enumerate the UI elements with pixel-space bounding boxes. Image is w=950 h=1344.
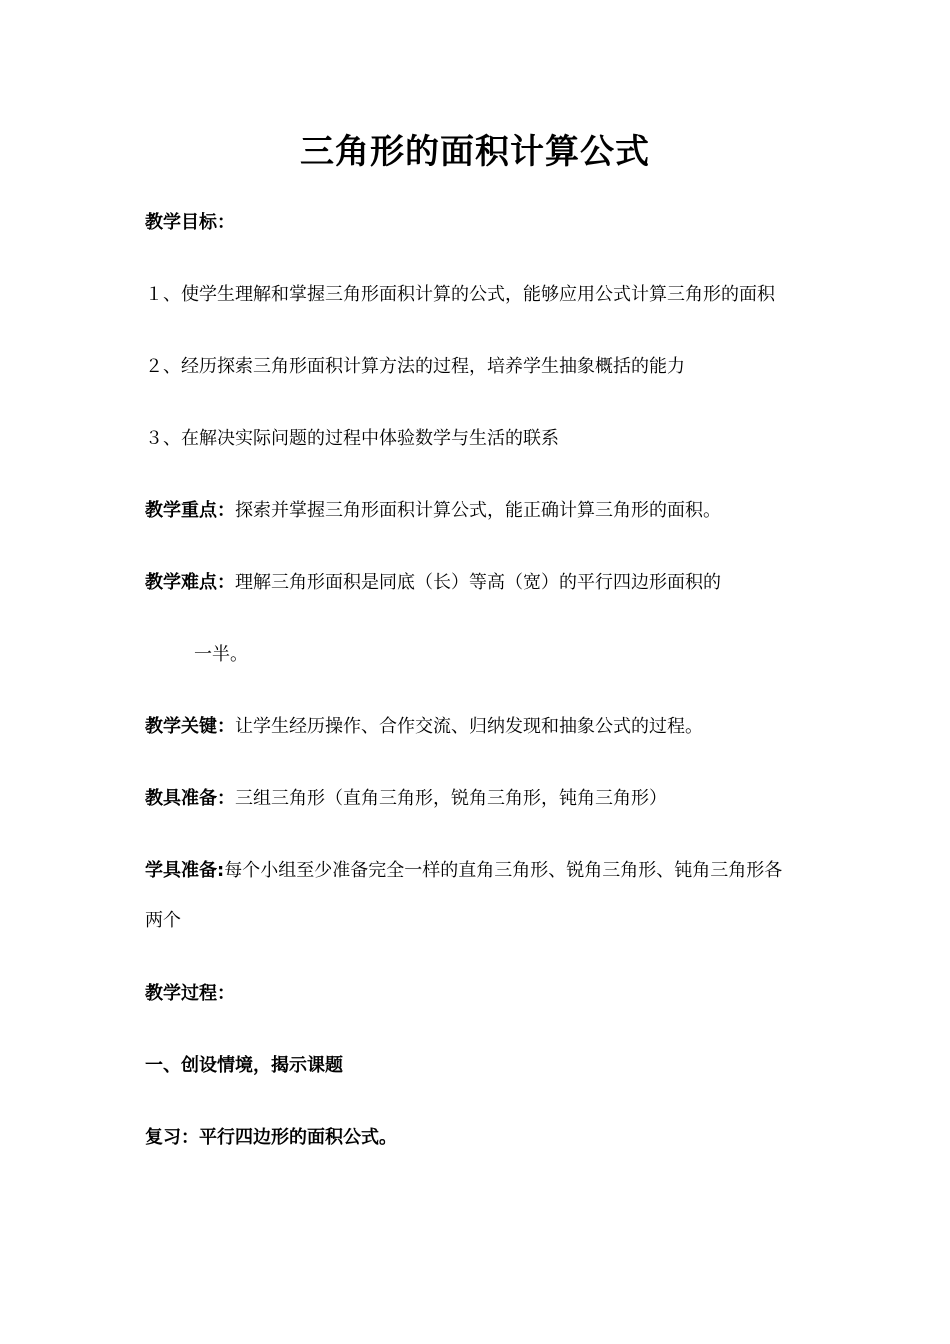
page-title: 三角形的面积计算公式	[300, 132, 650, 172]
student-tools-label: 学具准备:	[145, 860, 225, 881]
review-heading	[145, 1124, 397, 1152]
key-point-label: 教学重点：	[145, 500, 235, 521]
teaching-tools-paragraph	[145, 785, 667, 813]
section-one-heading	[145, 1052, 343, 1080]
difficulty-text: 理解三角形面积是同底（长）等高（宽）的平行四边形面积的	[235, 572, 721, 593]
goal-item-2: ２、经历探索三角形面积计算方法的过程，培养学生抽象概括的能力	[145, 356, 685, 377]
key-point-paragraph	[145, 497, 721, 525]
key-label: 教学关键：	[145, 716, 235, 737]
goals-heading-label: 教学目标：	[145, 212, 235, 233]
process-heading-label: 教学过程：	[145, 983, 235, 1004]
difficulty-label: 教学难点：	[145, 572, 235, 593]
student-tools-text: 每个小组至少准备完全一样的直角三角形、锐角三角形、钝角三角形各	[224, 860, 783, 881]
difficulty-paragraph	[145, 569, 721, 597]
goals-heading	[145, 209, 235, 237]
key-paragraph	[145, 713, 703, 741]
difficulty-continuation: 一半。	[194, 644, 248, 665]
teaching-tools-text: 三组三角形（直角三角形，锐角三角形，钝角三角形）	[235, 788, 667, 809]
review-label: 复习：平行四边形的面积公式。	[145, 1127, 397, 1148]
student-tools-paragraph	[145, 857, 782, 885]
goal-item-1: １、使学生理解和掌握三角形面积计算的公式，能够应用公式计算三角形的面积	[145, 284, 775, 305]
key-point-text: 探索并掌握三角形面积计算公式，能正确计算三角形的面积。	[235, 500, 721, 521]
student-tools-continuation: 两个	[145, 910, 181, 931]
goal-item-3: ３、在解决实际问题的过程中体验数学与生活的联系	[145, 428, 559, 449]
key-text: 让学生经历操作、合作交流、归纳发现和抽象公式的过程。	[235, 716, 703, 737]
teaching-tools-label: 教具准备：	[145, 788, 235, 809]
process-heading	[145, 980, 235, 1008]
section-one-label: 一、创设情境，揭示课题	[145, 1055, 343, 1076]
